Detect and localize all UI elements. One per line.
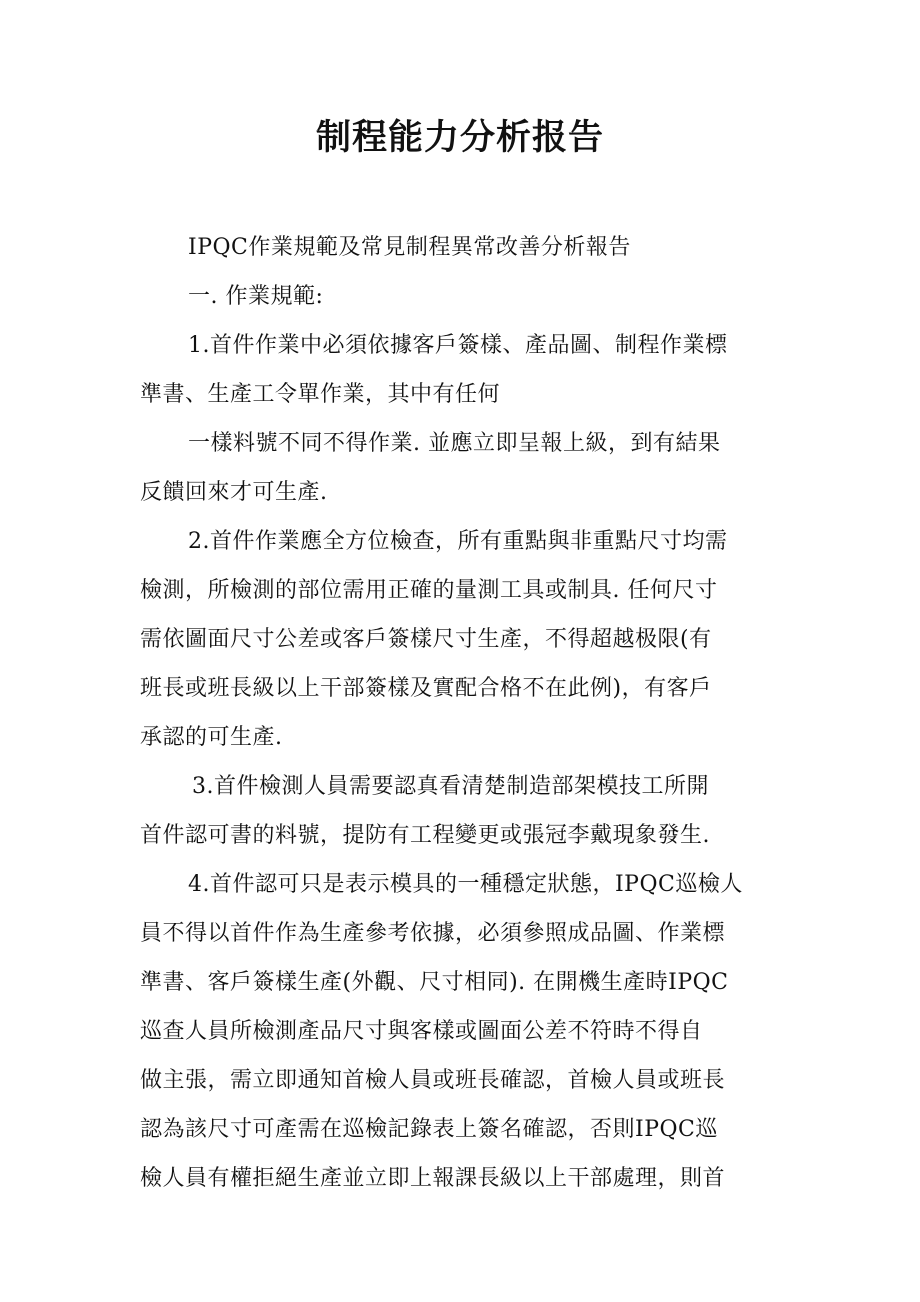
body-line: 一. 作業規範: xyxy=(188,284,324,309)
body-line: 1.首件作業中必須依據客戶簽樣、產品圖、制程作業標 xyxy=(188,333,728,358)
body-line: 認為該尺寸可產需在巡檢記錄表上簽名確認，否則IPQC巡 xyxy=(140,1117,718,1142)
body-line: 檢測，所檢測的部位需用正確的量測工具或制具. 任何尺寸 xyxy=(140,578,718,603)
body-line: 準書、生產工令單作業，其中有任何 xyxy=(140,382,501,407)
body-line: IPQC作業規範及常見制程異常改善分析報告 xyxy=(188,235,631,260)
body-line: 員不得以首件作為生產參考依據，必須參照成品圖、作業標 xyxy=(140,921,726,946)
body-line: 巡查人員所檢測產品尺寸與客樣或圖面公差不符時不得自 xyxy=(140,1019,703,1044)
body-line: 準書、客戶簽樣生產(外觀、尺寸相同). 在開機生產時IPQC xyxy=(140,970,729,995)
body-line: 檢人員有權拒絕生產並立即上報課長級以上干部處理，則首 xyxy=(140,1166,726,1191)
body-line: 首件認可書的料號，提防有工程變更或張冠李戴現象發生. xyxy=(140,823,710,848)
body-line: 班長或班長級以上干部簽樣及實配合格不在此例)，有客戶 xyxy=(140,676,712,701)
body-line: 3.首件檢測人員需要認真看清楚制造部架模技工所開 xyxy=(192,774,709,799)
body-line: 做主張，需立即通知首檢人員或班長確認，首檢人員或班長 xyxy=(140,1068,726,1093)
document-body xyxy=(140,223,788,1203)
body-line: 需依圖面尺寸公差或客戶簽樣尺寸生產，不得超越极限(有 xyxy=(140,627,712,652)
document-title: 制程能力分析报告 xyxy=(315,118,604,158)
body-line: 一樣料號不同不得作業. 並應立即呈報上級，到有結果 xyxy=(188,431,721,456)
body-line: 承認的可生產. xyxy=(140,725,283,750)
body-line: 4.首件認可只是表示模具的一種穩定狀態，IPQC巡檢人 xyxy=(188,872,743,897)
body-line: 反饋回來才可生產. xyxy=(140,480,328,505)
body-line: 2.首件作業應全方位檢查，所有重點與非重點尺寸均需 xyxy=(188,529,728,554)
